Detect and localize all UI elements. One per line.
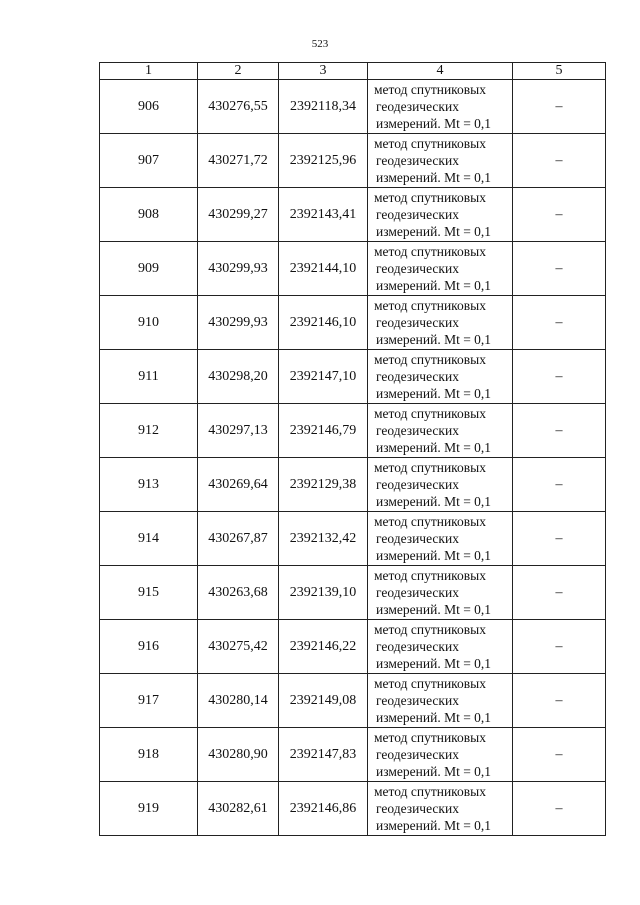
y-coordinate-cell: 2392149,08: [279, 674, 368, 728]
note-cell: –: [513, 674, 606, 728]
x-coordinate-cell: 430271,72: [198, 134, 279, 188]
method-cell: [368, 674, 513, 728]
point-number-cell: 906: [100, 80, 198, 134]
method-line: геодезических: [376, 801, 459, 816]
method-line: геодезических: [376, 477, 459, 492]
method-line: измерений. Mt = 0,1: [376, 440, 492, 455]
table-row: [100, 782, 606, 836]
method-line: метод спутниковых: [374, 298, 486, 313]
table-row: [100, 458, 606, 512]
method-line: метод спутниковых: [374, 514, 486, 529]
point-number-cell: 912: [100, 404, 198, 458]
note-cell: –: [513, 512, 606, 566]
method-cell: [368, 620, 513, 674]
table-row: [100, 188, 606, 242]
method-line: измерений. Mt = 0,1: [376, 548, 492, 563]
survey-points-table: [99, 62, 606, 836]
header-col-2: 2: [198, 63, 279, 80]
table-row: [100, 350, 606, 404]
method-line: геодезических: [376, 585, 459, 600]
method-line: измерений. Mt = 0,1: [376, 656, 492, 671]
x-coordinate-cell: 430267,87: [198, 512, 279, 566]
method-cell: [368, 458, 513, 512]
method-cell: [368, 350, 513, 404]
table-row: [100, 134, 606, 188]
method-line: геодезических: [376, 315, 459, 330]
point-number-cell: 917: [100, 674, 198, 728]
point-number-cell: 919: [100, 782, 198, 836]
method-line: измерений. Mt = 0,1: [376, 116, 492, 131]
method-line: геодезических: [376, 261, 459, 276]
method-cell: [368, 512, 513, 566]
y-coordinate-cell: 2392146,86: [279, 782, 368, 836]
table-row: [100, 674, 606, 728]
x-coordinate-cell: 430275,42: [198, 620, 279, 674]
table-row: [100, 404, 606, 458]
table-header: [100, 63, 606, 80]
note-cell: –: [513, 80, 606, 134]
table-body: [100, 80, 606, 836]
table-row: [100, 242, 606, 296]
y-coordinate-cell: 2392139,10: [279, 566, 368, 620]
y-coordinate-cell: 2392143,41: [279, 188, 368, 242]
method-cell: [368, 80, 513, 134]
point-number-cell: 915: [100, 566, 198, 620]
method-cell: [368, 296, 513, 350]
method-line: метод спутниковых: [374, 406, 486, 421]
method-line: метод спутниковых: [374, 82, 486, 97]
table-row: [100, 566, 606, 620]
x-coordinate-cell: 430276,55: [198, 80, 279, 134]
table-row: [100, 80, 606, 134]
table-row: [100, 512, 606, 566]
note-cell: –: [513, 566, 606, 620]
method-line: метод спутниковых: [374, 676, 486, 691]
x-coordinate-cell: 430299,27: [198, 188, 279, 242]
y-coordinate-cell: 2392132,42: [279, 512, 368, 566]
x-coordinate-cell: 430263,68: [198, 566, 279, 620]
method-cell: [368, 782, 513, 836]
x-coordinate-cell: 430282,61: [198, 782, 279, 836]
y-coordinate-cell: 2392146,22: [279, 620, 368, 674]
x-coordinate-cell: 430269,64: [198, 458, 279, 512]
method-cell: [368, 188, 513, 242]
header-col-5: 5: [513, 63, 606, 80]
note-cell: –: [513, 350, 606, 404]
method-line: геодезических: [376, 153, 459, 168]
method-line: геодезических: [376, 747, 459, 762]
point-number-cell: 911: [100, 350, 198, 404]
y-coordinate-cell: 2392146,79: [279, 404, 368, 458]
y-coordinate-cell: 2392144,10: [279, 242, 368, 296]
note-cell: –: [513, 782, 606, 836]
method-line: измерений. Mt = 0,1: [376, 818, 492, 833]
method-cell: [368, 404, 513, 458]
note-cell: –: [513, 296, 606, 350]
note-cell: –: [513, 134, 606, 188]
point-number-cell: 909: [100, 242, 198, 296]
point-number-cell: 918: [100, 728, 198, 782]
note-cell: –: [513, 188, 606, 242]
method-line: измерений. Mt = 0,1: [376, 710, 492, 725]
x-coordinate-cell: 430280,90: [198, 728, 279, 782]
method-line: геодезических: [376, 207, 459, 222]
method-line: геодезических: [376, 531, 459, 546]
y-coordinate-cell: 2392147,10: [279, 350, 368, 404]
header-col-1: 1: [100, 63, 198, 80]
method-line: метод спутниковых: [374, 622, 486, 637]
note-cell: –: [513, 728, 606, 782]
point-number-cell: 914: [100, 512, 198, 566]
method-line: метод спутниковых: [374, 460, 486, 475]
y-coordinate-cell: 2392147,83: [279, 728, 368, 782]
x-coordinate-cell: 430299,93: [198, 242, 279, 296]
method-cell: [368, 134, 513, 188]
method-line: метод спутниковых: [374, 784, 486, 799]
table-row: [100, 728, 606, 782]
method-cell: [368, 566, 513, 620]
table-row: [100, 620, 606, 674]
method-line: измерений. Mt = 0,1: [376, 764, 492, 779]
point-number-cell: 916: [100, 620, 198, 674]
method-line: измерений. Mt = 0,1: [376, 170, 492, 185]
header-row: [100, 63, 606, 80]
page-number: 523: [311, 38, 329, 50]
y-coordinate-cell: 2392118,34: [279, 80, 368, 134]
note-cell: –: [513, 620, 606, 674]
point-number-cell: 907: [100, 134, 198, 188]
method-line: метод спутниковых: [374, 352, 486, 367]
header-col-4: 4: [368, 63, 513, 80]
method-line: измерений. Mt = 0,1: [376, 332, 492, 347]
point-number-cell: 910: [100, 296, 198, 350]
table-row: [100, 296, 606, 350]
method-line: метод спутниковых: [374, 568, 486, 583]
method-line: измерений. Mt = 0,1: [376, 224, 492, 239]
x-coordinate-cell: 430297,13: [198, 404, 279, 458]
method-line: геодезических: [376, 693, 459, 708]
y-coordinate-cell: 2392129,38: [279, 458, 368, 512]
method-line: метод спутниковых: [374, 244, 486, 259]
method-line: метод спутниковых: [374, 136, 486, 151]
method-line: измерений. Mt = 0,1: [376, 602, 492, 617]
x-coordinate-cell: 430299,93: [198, 296, 279, 350]
method-line: геодезических: [376, 99, 459, 114]
note-cell: –: [513, 458, 606, 512]
y-coordinate-cell: 2392146,10: [279, 296, 368, 350]
note-cell: –: [513, 404, 606, 458]
method-line: геодезических: [376, 639, 459, 654]
method-line: геодезических: [376, 423, 459, 438]
method-line: метод спутниковых: [374, 190, 486, 205]
method-line: измерений. Mt = 0,1: [376, 494, 492, 509]
header-col-3: 3: [279, 63, 368, 80]
y-coordinate-cell: 2392125,96: [279, 134, 368, 188]
point-number-cell: 908: [100, 188, 198, 242]
point-number-cell: 913: [100, 458, 198, 512]
x-coordinate-cell: 430298,20: [198, 350, 279, 404]
note-cell: –: [513, 242, 606, 296]
method-cell: [368, 728, 513, 782]
method-cell: [368, 242, 513, 296]
method-line: измерений. Mt = 0,1: [376, 386, 492, 401]
method-line: измерений. Mt = 0,1: [376, 278, 492, 293]
x-coordinate-cell: 430280,14: [198, 674, 279, 728]
method-line: метод спутниковых: [374, 730, 486, 745]
method-line: геодезических: [376, 369, 459, 384]
